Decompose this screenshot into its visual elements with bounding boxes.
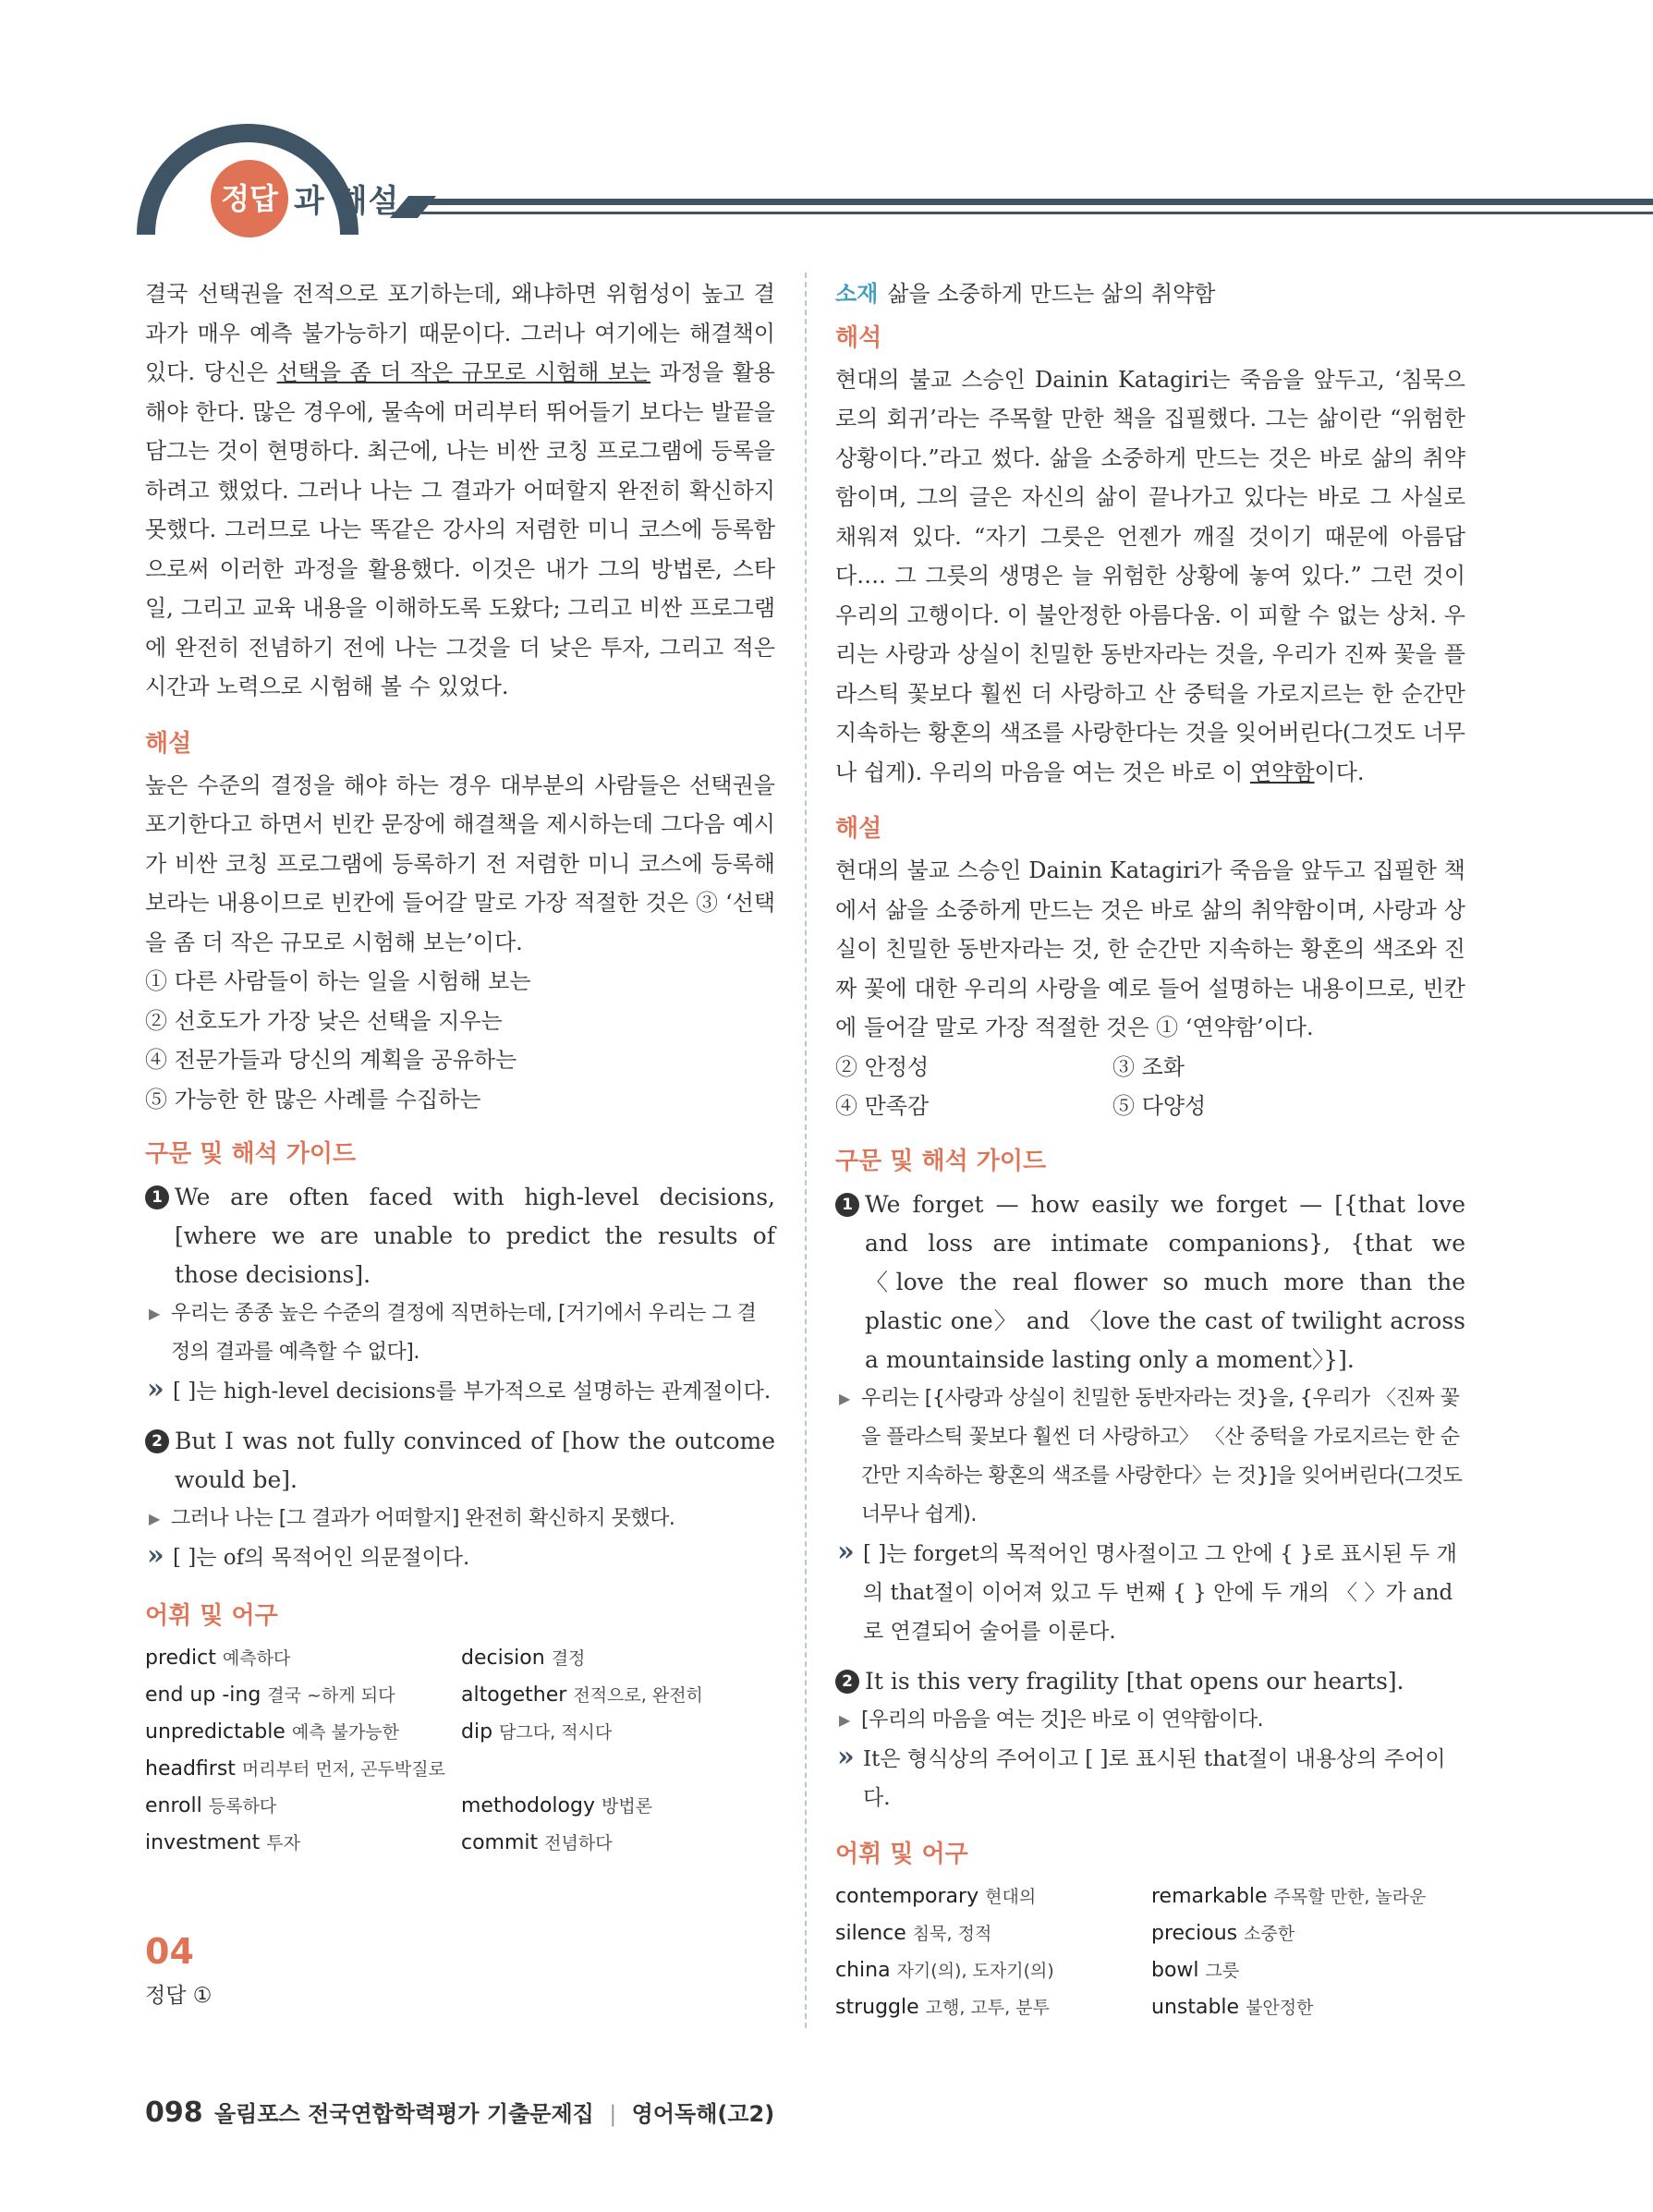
- vocab-item: struggle 고행, 고투, 분투: [835, 1995, 1050, 2019]
- vocab-item: dip 담그다, 적시다: [461, 1720, 613, 1744]
- option-4: ④ 만족감: [835, 1093, 930, 1119]
- guide-note: » [ ]는 high-level decisions를 부가적으로 설명하는 관계절이다.: [145, 1372, 775, 1411]
- option-2: ② 선호도가 가장 낮은 선택을 지우는: [145, 1007, 503, 1034]
- intro-text-post: 과정을 활용해야 한다. 많은 경우에, 물속에 머리부터 뛰어들기 보다는 발끝을 담그는 것이 현명하다. 최근에, 나는 비싼 코칭 프로그램에 등록을 하려고 했었다. 그러나 나는 그 결과가 어떠할지 완전히 확신하지 못했다. 그러므로 나는 똑같은 강사의 저렴한 미니 코스에 등록함으로써 이러한 과정을 활용했다. 이것은 내가 그의 방법론, 스타일, 그리고 교육 내용을 이해하도록 도왔다; 그리고 비싼 프로그램에 완전히 전념하기 전에 나는 그것을 더 낮은 투자, 그리고 적은 시간과 노력으로 시험해 볼 수 있었다.: [145, 359, 775, 699]
- guide-translation: ▶ 우리는 [{사랑과 상실이 친밀한 동반자라는 것}을, {우리가 〈진짜 꽃을 플라스틱 꽃보다 훨씬 더 사랑하고〉 〈산 중턱을 가로지르는 한 순간만 지속하는 황혼의 색조를 사랑한다〉는 것}]을 잊어버린다(그것도 너무나 쉽게).: [835, 1379, 1465, 1535]
- option-3: ③ 조화: [1112, 1053, 1185, 1080]
- guide-number-badge: 2: [145, 1429, 169, 1453]
- page-number: 098: [145, 2097, 203, 2129]
- guide-translation: ▶ 우리는 종종 높은 수준의 결정에 직면하는데, [거기에서 우리는 그 결정의 결과를 예측할 수 없다].: [145, 1294, 775, 1372]
- header-rule-thin: [421, 212, 1653, 214]
- vocab-item: remarkable 주목할 만한, 놀라운: [1151, 1884, 1427, 1908]
- guide-note: » [ ]는 of의 목적어인 의문절이다.: [145, 1538, 775, 1577]
- subject-title: 영어독해(고2): [631, 2101, 775, 2127]
- footer-separator: |: [609, 2101, 617, 2127]
- vocab-item: china 자기(의), 도자기(의): [835, 1958, 1054, 1982]
- option-5: ⑤ 가능한 한 많은 사례를 수집하는: [145, 1086, 481, 1112]
- haeseok-text: 현대의 불교 스승인 Dainin Katagiri는 죽음을 앞두고, ‘침묵으로의 회귀’라는 주목할 만한 책을 집필했다. 그는 삶이란 “위험한 상황이다.”라고 썼다. 삶을 소중하게 만드는 것은 바로 삶의 취약함이며, 그의 글은 자신의 삶이 끝나가고 있다는 바로 그 사실로 채워져 있다. “자기 그릇은 언젠가 깨질 것이기 때문에 아름답다…. 그 그릇의 생명은 늘 위험한 상황에 놓여 있다.” 그런 것이 우리의 고행이다. 이 불안정한 아름다움. 이 피할 수 없는 상처. 우리는 사랑과 상실이 친밀한 동반자라는 것을, 우리가 진짜 꽃을 플라스틱 꽃보다 훨씬 더 사랑하고 산 중턱을 가로지르는 한 순간만 지속하는 황혼의 색조를 사랑한다는 것을 잊어버린다(그것도 너무나 쉽게). 우리의 마음을 여는 것은 바로 이 연약함이다.: [835, 366, 1465, 785]
- intro-text-pre: 결국 선택권을 전적으로 포기하는데, 왜냐하면 위험성이 높고 결과가 매우 예측 불가능하기 때문이다. 그러나 여기에는 해결책이 있다. 당신은: [145, 281, 775, 385]
- header-title: 과 해설: [294, 183, 400, 220]
- column-divider: [805, 273, 807, 2028]
- option-4: ④ 전문가들과 당신의 계획을 공유하는: [145, 1047, 517, 1073]
- guide-english: It is this very fragility [that opens our hearts].: [865, 1667, 1404, 1695]
- guide-title: 구문 및 해석 가이드: [835, 1147, 1047, 1175]
- vocab-item: altogether 전적으로, 완전히: [461, 1683, 703, 1707]
- right-column: [835, 274, 1465, 2026]
- option-1: ① 다른 사람들이 하는 일을 시험해 보는: [145, 968, 531, 994]
- vocab-item: decision 결정: [461, 1647, 586, 1670]
- vocab-item: bowl 그릇: [1151, 1958, 1240, 1982]
- vocab-item: predict 예측하다: [145, 1647, 291, 1670]
- option-2: ② 안정성: [835, 1053, 930, 1080]
- vocab-item: precious 소중한: [1151, 1921, 1295, 1945]
- haeseol-text: 현대의 불교 스승인 Dainin Katagiri가 죽음을 앞두고 집필한 책에서 삶을 소중하게 만드는 것은 바로 삶의 취약함이며, 사랑과 상실이 친밀한 동반자라는 것, 한 순간만 지속하는 황혼의 색조와 진짜 꽃에 대한 우리의 사랑을 예로 들어 설명하는 내용이므로, 빈칸에 들어갈 말로 가장 적절한 것은 ① ‘연약함’이다.: [835, 857, 1465, 1040]
- sojae-label: 소재: [835, 281, 879, 307]
- guide-translation: ▶ [우리의 마음을 여는 것]은 바로 이 연약함이다.: [835, 1701, 1465, 1740]
- vocab-item: contemporary 현대의: [835, 1884, 1037, 1908]
- intro-text-underlined: 선택을 좀 더 작은 규모로 시험해 보는: [276, 359, 651, 385]
- vocab-title: 어휘 및 어구: [145, 1602, 278, 1630]
- options-grid: [835, 1048, 1465, 1126]
- sojae-line: [835, 274, 1465, 314]
- vocab-item: methodology 방법론: [461, 1794, 653, 1817]
- page-footer: [145, 2096, 774, 2129]
- vocab-item: unpredictable 예측 불가능한: [145, 1720, 400, 1744]
- guide-number-badge: 2: [835, 1670, 859, 1694]
- guide-english: We forget — how easily we forget — [{that love and loss are intimate companions}, {that we 〈love the real flower so much more than the plastic one〉 and 〈love the cast of twilight across a mountainside lasting only a moment〉}].: [865, 1190, 1465, 1373]
- guide-item: [145, 1422, 775, 1500]
- guide-english: But I was not fully convinced of [how the outcome would be].: [175, 1428, 775, 1493]
- vocab-title: 어휘 및 어구: [835, 1840, 968, 1868]
- guide-translation: ▶ 그러나 나는 [그 결과가 어떠할지] 완전히 확신하지 못했다.: [145, 1500, 775, 1538]
- guide-number-badge: 1: [145, 1185, 169, 1209]
- vocab-item: end up -ing 결국 ~하게 되다: [145, 1683, 395, 1707]
- guide-item: [835, 1662, 1465, 1701]
- guide-item: [835, 1185, 1465, 1379]
- vocab-item: headfirst 머리부터 먼저, 곤두박질로: [145, 1757, 445, 1781]
- book-title: 올림포스 전국연합학력평가 기출문제집: [213, 2101, 594, 2127]
- vocab-item: investment 투자: [145, 1831, 300, 1854]
- sojae-text: 삶을 소중하게 만드는 삶의 취약함: [887, 281, 1216, 307]
- vocab-list: [835, 1878, 1465, 2026]
- left-column: [145, 274, 775, 1862]
- question-answer: 정답 ①: [145, 1984, 213, 2008]
- guide-item: [145, 1178, 775, 1294]
- vocab-item: enroll 등록하다: [145, 1794, 277, 1817]
- haeseol-text: 높은 수준의 결정을 해야 하는 경우 대부분의 사람들은 선택권을 포기한다고 하면서 빈칸 문장에 해결책을 제시하는데 그다음 예시가 비싼 코칭 프로그램에 등록하기 전 저렴한 미니 코스에 등록해 보라는 내용이므로 빈칸에 들어갈 말로 가장 적절한 것은 ③ ‘선택을 좀 더 작은 규모로 시험해 보는’이다.: [145, 772, 775, 955]
- vocab-item: commit 전념하다: [461, 1831, 613, 1854]
- header-rule-thick: [407, 199, 1653, 205]
- guide-number-badge: 1: [835, 1193, 859, 1217]
- guide-note: » [ ]는 forget의 목적어인 명사절이고 그 안에 { }로 표시된 두 개의 that절이 이어져 있고 두 번째 { } 안에 두 개의 〈 〉가 and로 연결되어 술어를 이룬다.: [835, 1535, 1465, 1651]
- option-5: ⑤ 다양성: [1112, 1093, 1207, 1119]
- vocab-list: [145, 1640, 775, 1862]
- guide-title: 구문 및 해석 가이드: [145, 1140, 357, 1168]
- guide-english: We are often faced with high-level decisions, [where we are unable to predict the results of those decisions].: [175, 1184, 775, 1288]
- haeseok-title: 해석: [835, 323, 882, 352]
- vocab-item: unstable 불안정한: [1151, 1995, 1314, 2019]
- header-badge: 정답: [211, 160, 288, 237]
- haeseol-title: 해설: [145, 729, 192, 758]
- question-number: 04: [145, 1931, 194, 1972]
- guide-note: » It은 형식상의 주어이고 [ ]로 표시된 that절이 내용상의 주어이다.: [835, 1740, 1465, 1817]
- intro-paragraph: [145, 274, 775, 707]
- vocab-item: silence 침묵, 정적: [835, 1921, 992, 1945]
- haeseol-title: 해설: [835, 815, 882, 843]
